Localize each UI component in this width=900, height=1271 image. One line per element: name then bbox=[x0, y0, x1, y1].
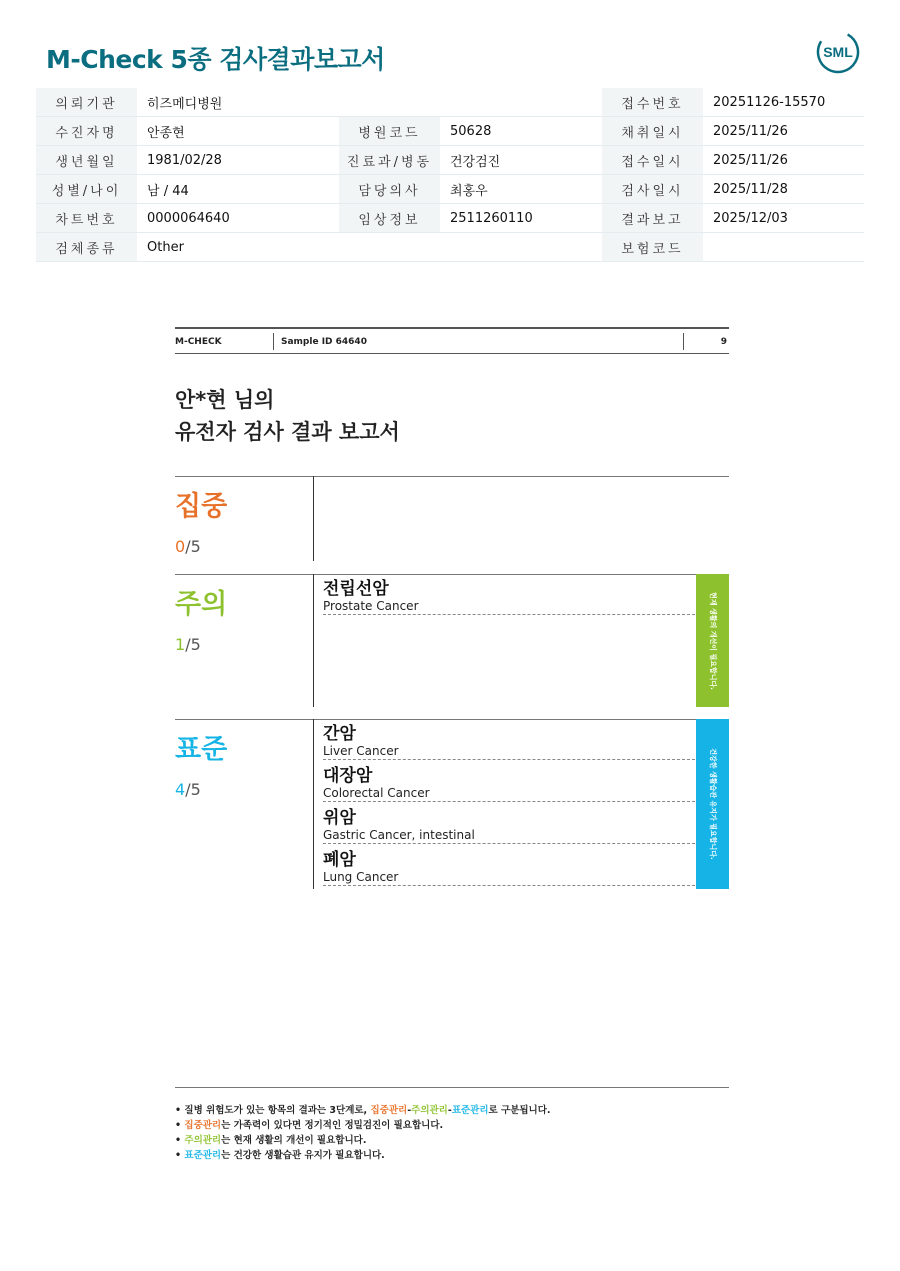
report-title: M-Check 5종 검사결과보고서 bbox=[46, 45, 385, 74]
info-value: 남 / 44 bbox=[137, 175, 339, 204]
info-label: 수진자명 bbox=[36, 117, 137, 146]
level-name: 표준 bbox=[175, 734, 228, 765]
level-count-number: 0 bbox=[175, 537, 186, 556]
info-row bbox=[36, 117, 864, 146]
disease-name-ko: 전립선암 bbox=[323, 579, 389, 599]
info-label: 임상정보 bbox=[339, 204, 440, 233]
info-value: 2025/11/26 bbox=[703, 146, 864, 175]
info-label bbox=[339, 233, 440, 262]
info-label: 검체종류 bbox=[36, 233, 137, 262]
info-label: 보험코드 bbox=[602, 233, 703, 262]
info-value: 최홍우 bbox=[440, 175, 602, 204]
info-value: 2511260110 bbox=[440, 204, 602, 233]
disease-name-ko: 대장암 bbox=[323, 766, 373, 786]
side-tab-text: 현재 생활의 개선이 필요합니다. bbox=[708, 591, 717, 690]
info-label: 접수일시 bbox=[602, 146, 703, 175]
info-row bbox=[36, 233, 864, 262]
section-divider bbox=[175, 574, 729, 575]
info-value bbox=[440, 88, 602, 117]
info-label bbox=[339, 88, 440, 117]
note-3: • 주의관리는 현재 생활의 개선이 필요합니다. bbox=[175, 1133, 551, 1148]
disease-item bbox=[323, 808, 695, 844]
disease-item bbox=[323, 850, 695, 886]
info-row bbox=[36, 204, 864, 233]
note-4: • 표준관리는 건강한 생활습관 유지가 필요합니다. bbox=[175, 1148, 551, 1163]
info-label: 검사일시 bbox=[602, 175, 703, 204]
info-value: 20251126-15570 bbox=[703, 88, 864, 117]
disease-item bbox=[323, 579, 695, 615]
info-value: Other bbox=[137, 233, 339, 262]
disease-item bbox=[323, 724, 695, 760]
section-vertical-line bbox=[313, 574, 314, 707]
note-1: • 질병 위험도가 있는 항목의 결과는 3단계로, 집중관리-주의관리-표준관리로 구분됩니다. bbox=[175, 1103, 551, 1118]
sml-logo bbox=[816, 30, 860, 74]
disease-name-en: Lung Cancer bbox=[323, 870, 399, 884]
side-tab-text: 건강한 생활습관 유지가 필요합니다. bbox=[708, 748, 717, 860]
level-count-total: /5 bbox=[185, 780, 201, 799]
level-count bbox=[175, 635, 201, 654]
info-label: 생년월일 bbox=[36, 146, 137, 175]
info-value bbox=[440, 233, 602, 262]
info-value bbox=[703, 233, 864, 262]
info-value: 히즈메디병원 bbox=[137, 88, 339, 117]
section-vertical-line bbox=[313, 719, 314, 889]
info-label: 의뢰기관 bbox=[36, 88, 137, 117]
disease-name-ko: 위암 bbox=[323, 808, 356, 828]
info-value: 1981/02/28 bbox=[137, 146, 339, 175]
report-header-bar bbox=[175, 327, 729, 354]
info-label: 채취일시 bbox=[602, 117, 703, 146]
disease-name-en: Gastric Cancer, intestinal bbox=[323, 828, 475, 842]
info-row bbox=[36, 146, 864, 175]
level-name: 집중 bbox=[175, 491, 228, 522]
level-count-total: /5 bbox=[185, 537, 201, 556]
report-greeting bbox=[175, 384, 400, 448]
info-label: 성별/나이 bbox=[36, 175, 137, 204]
logo-text: SML bbox=[823, 44, 853, 60]
level-side-tab bbox=[696, 719, 729, 889]
info-value: 2025/11/28 bbox=[703, 175, 864, 204]
info-label: 차트번호 bbox=[36, 204, 137, 233]
section-vertical-line bbox=[313, 476, 314, 561]
section-divider bbox=[175, 476, 729, 477]
level-count-number: 1 bbox=[175, 635, 186, 654]
sample-id: Sample ID 64640 bbox=[281, 337, 367, 347]
info-row bbox=[36, 88, 864, 117]
disease-name-ko: 폐암 bbox=[323, 850, 356, 870]
bottom-divider bbox=[175, 1087, 729, 1088]
disease-name-en: Prostate Cancer bbox=[323, 599, 419, 613]
level-name: 주의 bbox=[175, 589, 228, 620]
greeting-name: 안*현 님의 bbox=[175, 388, 275, 412]
level-count bbox=[175, 780, 201, 799]
info-label: 병원코드 bbox=[339, 117, 440, 146]
disease-name-ko: 간암 bbox=[323, 724, 356, 744]
info-label: 접수번호 bbox=[602, 88, 703, 117]
info-value: 안종현 bbox=[137, 117, 339, 146]
info-value: 0000064640 bbox=[137, 204, 339, 233]
section-divider bbox=[175, 719, 729, 720]
info-label: 담당의사 bbox=[339, 175, 440, 204]
info-value: 건강검진 bbox=[440, 146, 602, 175]
level-count bbox=[175, 537, 201, 556]
note-2: • 집중관리는 가족력이 있다면 정기적인 정밀검진이 필요합니다. bbox=[175, 1118, 551, 1133]
info-value: 50628 bbox=[440, 117, 602, 146]
disease-name-en: Colorectal Cancer bbox=[323, 786, 430, 800]
disease-name-en: Liver Cancer bbox=[323, 744, 399, 758]
info-label: 결과보고 bbox=[602, 204, 703, 233]
info-value: 2025/12/03 bbox=[703, 204, 864, 233]
legend-notes bbox=[175, 1103, 551, 1163]
disease-item bbox=[323, 766, 695, 802]
level-count-number: 4 bbox=[175, 780, 186, 799]
info-label: 진료과/병동 bbox=[339, 146, 440, 175]
level-side-tab bbox=[696, 574, 729, 707]
page-number: 9 bbox=[720, 337, 727, 347]
level-count-total: /5 bbox=[185, 635, 201, 654]
patient-info-table bbox=[36, 88, 864, 262]
brand-label: M-CHECK bbox=[175, 337, 222, 347]
info-row bbox=[36, 175, 864, 204]
greeting-title: 유전자 검사 결과 보고서 bbox=[175, 420, 400, 444]
info-value: 2025/11/26 bbox=[703, 117, 864, 146]
